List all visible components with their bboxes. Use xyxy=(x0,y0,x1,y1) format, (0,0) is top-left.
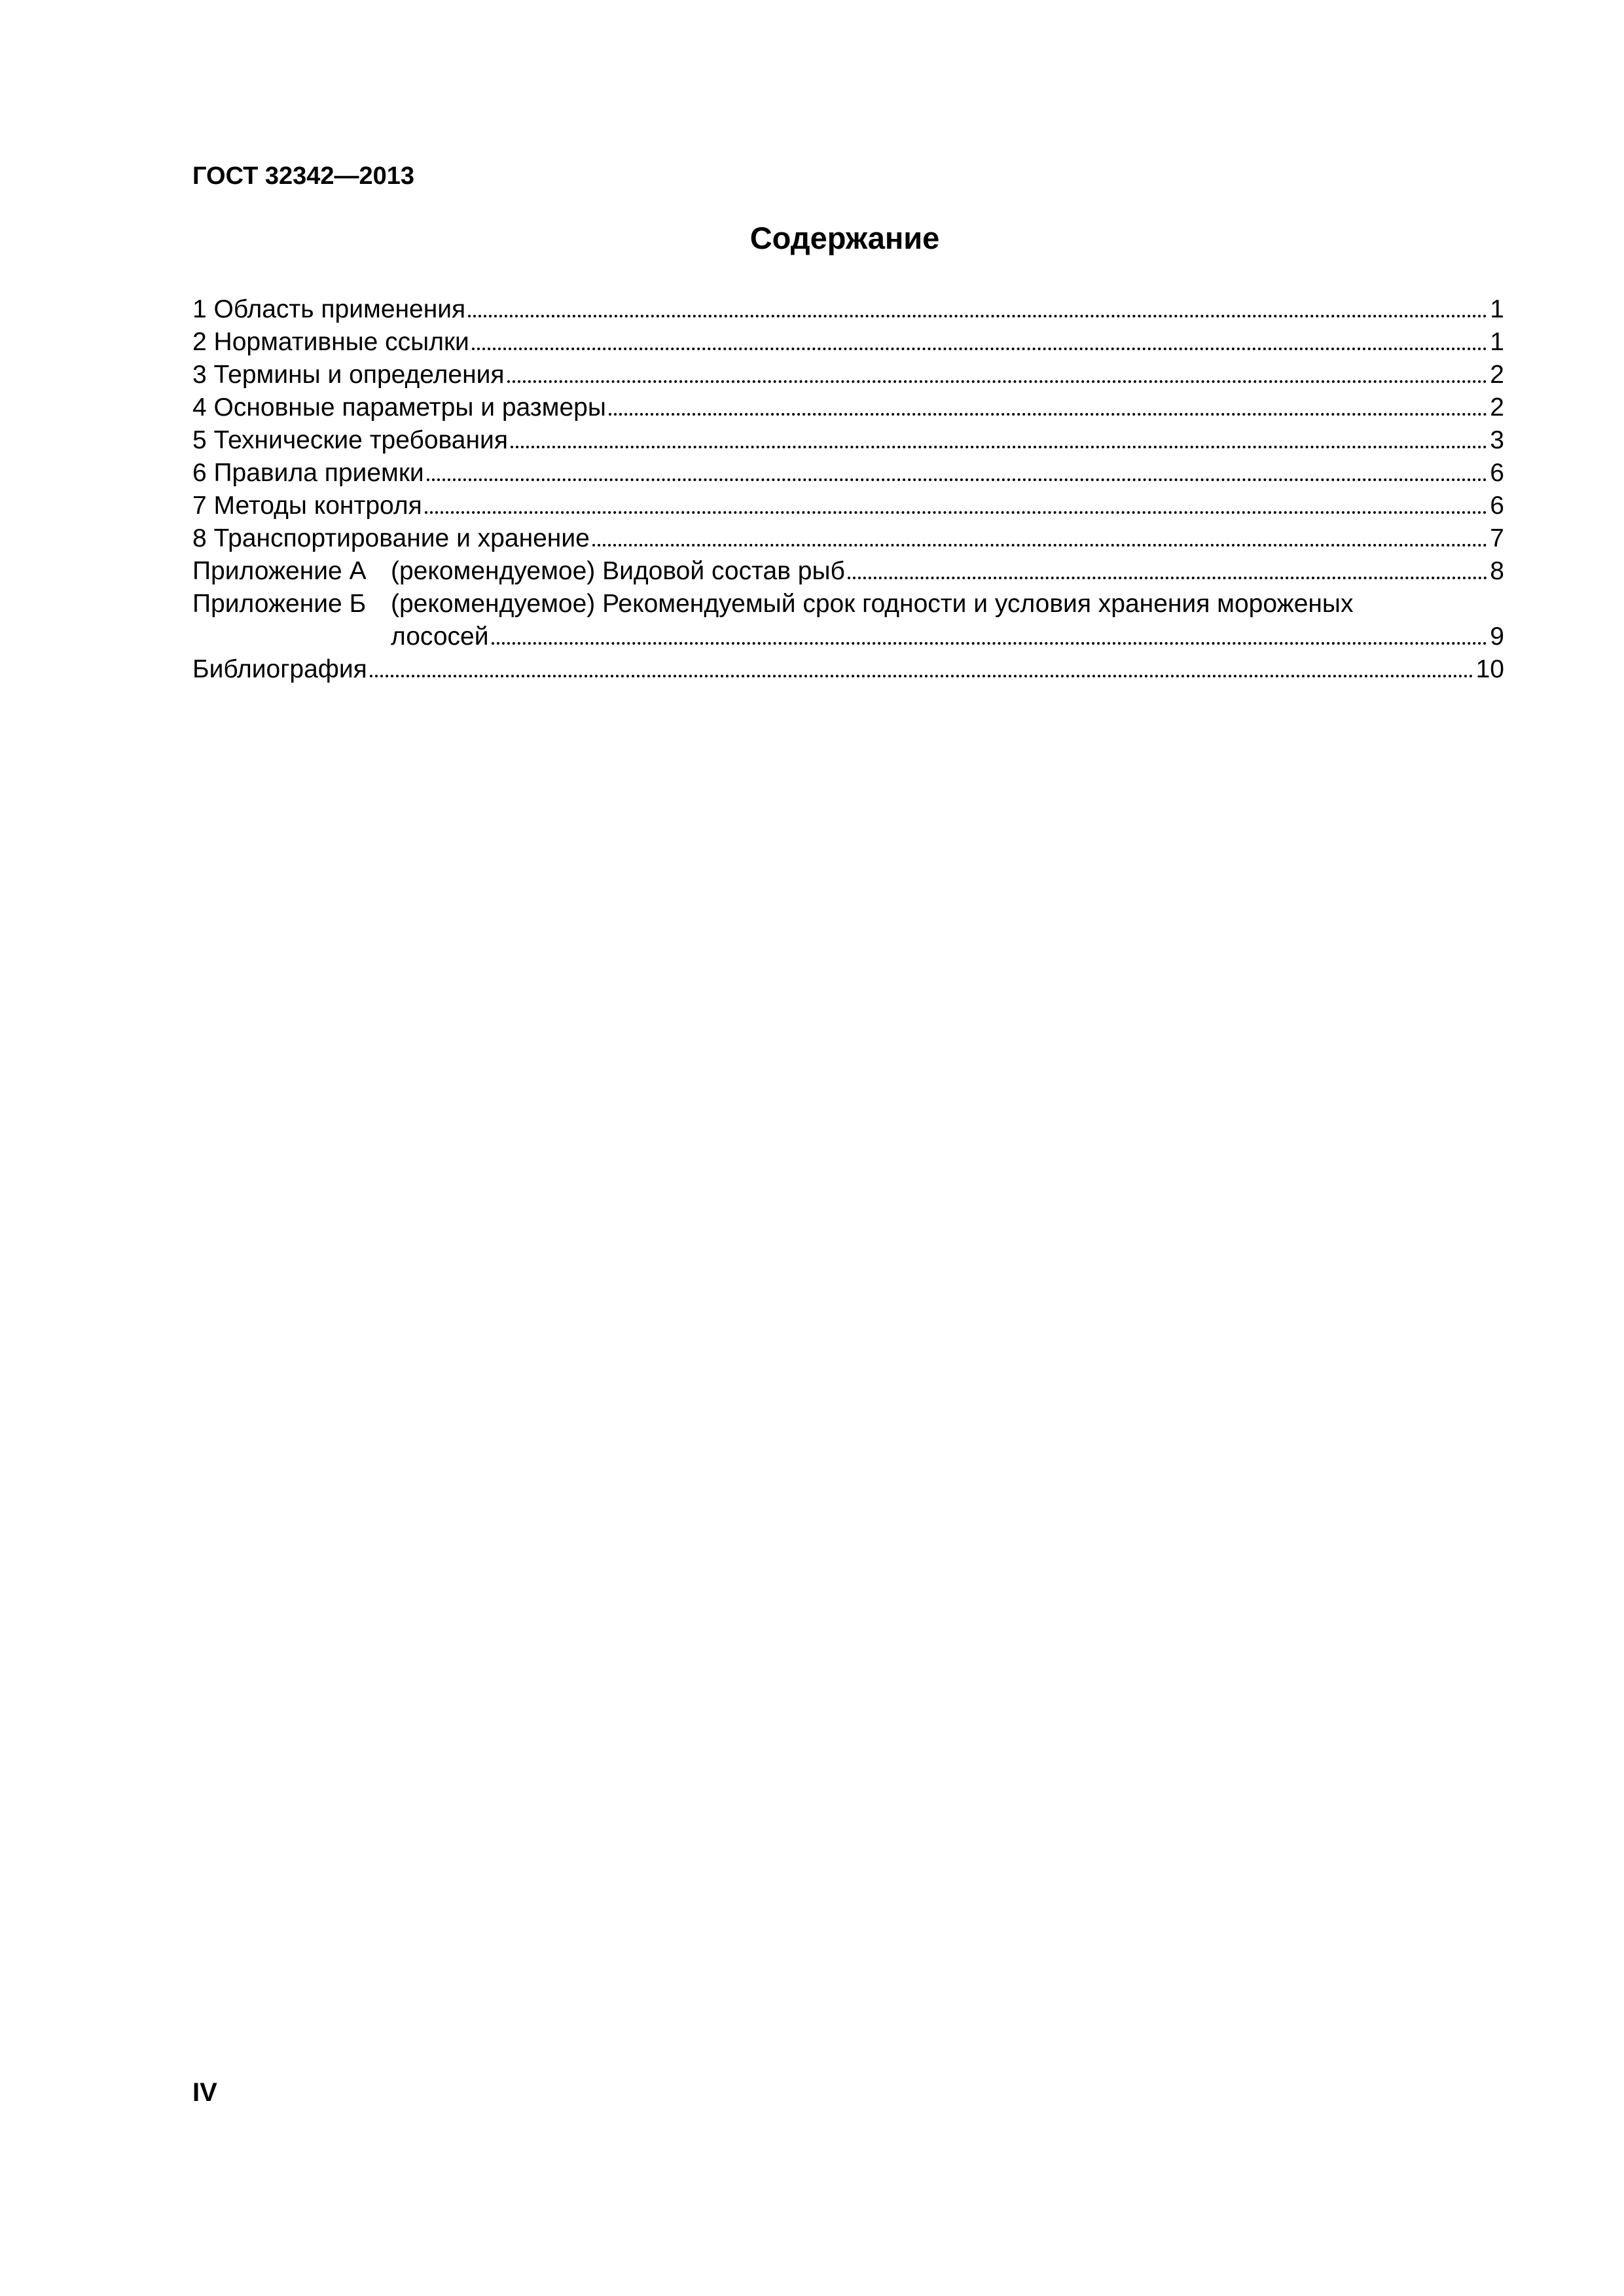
dot-leader xyxy=(511,446,1487,448)
toc-entry-text: 1 Область применения xyxy=(192,295,466,323)
toc-entry-text: 4 Основные параметры и размеры xyxy=(192,393,606,422)
toc-entry-text: 2 Нормативные ссылки xyxy=(192,328,469,356)
appendix-prefix: Приложение А xyxy=(192,557,367,585)
toc-entry-page: 10 xyxy=(1475,655,1504,683)
toc-appendix-entry[interactable] xyxy=(192,588,1504,653)
toc-entry-page: 7 xyxy=(1490,524,1504,552)
toc-entry-page: 3 xyxy=(1490,426,1504,454)
dot-leader xyxy=(370,675,1473,677)
dot-leader xyxy=(472,348,1487,350)
toc-entry[interactable] xyxy=(192,522,1504,555)
dot-leader xyxy=(848,577,1487,579)
toc-entry-text: 7 Методы контроля xyxy=(192,492,422,520)
toc-appendix-entry[interactable] xyxy=(192,555,1504,588)
toc-entry[interactable] xyxy=(192,457,1504,490)
toc-entry-text-line2: лососей xyxy=(391,622,489,651)
toc-entry-text: 6 Правила приемки xyxy=(192,459,424,487)
toc-entry-page: 1 xyxy=(1490,328,1504,356)
toc-entry[interactable] xyxy=(192,326,1504,359)
toc-entry-text: 5 Технические требования xyxy=(192,426,508,454)
toc-title: Содержание xyxy=(749,221,940,255)
toc-entry-page: 8 xyxy=(1490,557,1504,585)
dot-leader xyxy=(507,380,1488,383)
document-code-header: ГОСТ 32342—2013 xyxy=(192,162,415,190)
dot-leader xyxy=(492,642,1488,645)
toc-entry-text: 3 Термины и определения xyxy=(192,361,505,389)
toc-entry-text: 8 Транспортирование и хранение xyxy=(192,524,590,552)
toc-entry-text-line1: (рекомендуемое) Рекомендуемый срок годности и условия хранения мороженых xyxy=(391,590,1354,618)
toc-entry-page: 1 xyxy=(1490,295,1504,323)
dot-leader xyxy=(609,413,1487,416)
toc-entry-page: 6 xyxy=(1490,459,1504,487)
page-number: IV xyxy=(192,2078,217,2107)
dot-leader xyxy=(427,478,1488,481)
dot-leader xyxy=(468,315,1487,317)
toc-entry-page: 9 xyxy=(1490,622,1504,651)
toc-entry[interactable] xyxy=(192,293,1504,326)
toc-entry-page: 2 xyxy=(1490,393,1504,422)
toc-entry[interactable] xyxy=(192,424,1504,457)
dot-leader xyxy=(592,544,1487,547)
toc-entry-text: (рекомендуемое) Видовой состав рыб xyxy=(391,557,845,585)
toc-entry-page: 2 xyxy=(1490,361,1504,389)
toc-entry-text: Библиография xyxy=(192,655,367,683)
toc-entry[interactable] xyxy=(192,359,1504,391)
toc-entry[interactable] xyxy=(192,391,1504,424)
toc-entry[interactable] xyxy=(192,490,1504,522)
toc-entry-page: 6 xyxy=(1490,492,1504,520)
dot-leader xyxy=(425,511,1488,514)
toc-bibliography-entry[interactable] xyxy=(192,653,1504,686)
appendix-prefix: Приложение Б xyxy=(192,590,367,618)
table-of-contents xyxy=(192,293,1504,686)
